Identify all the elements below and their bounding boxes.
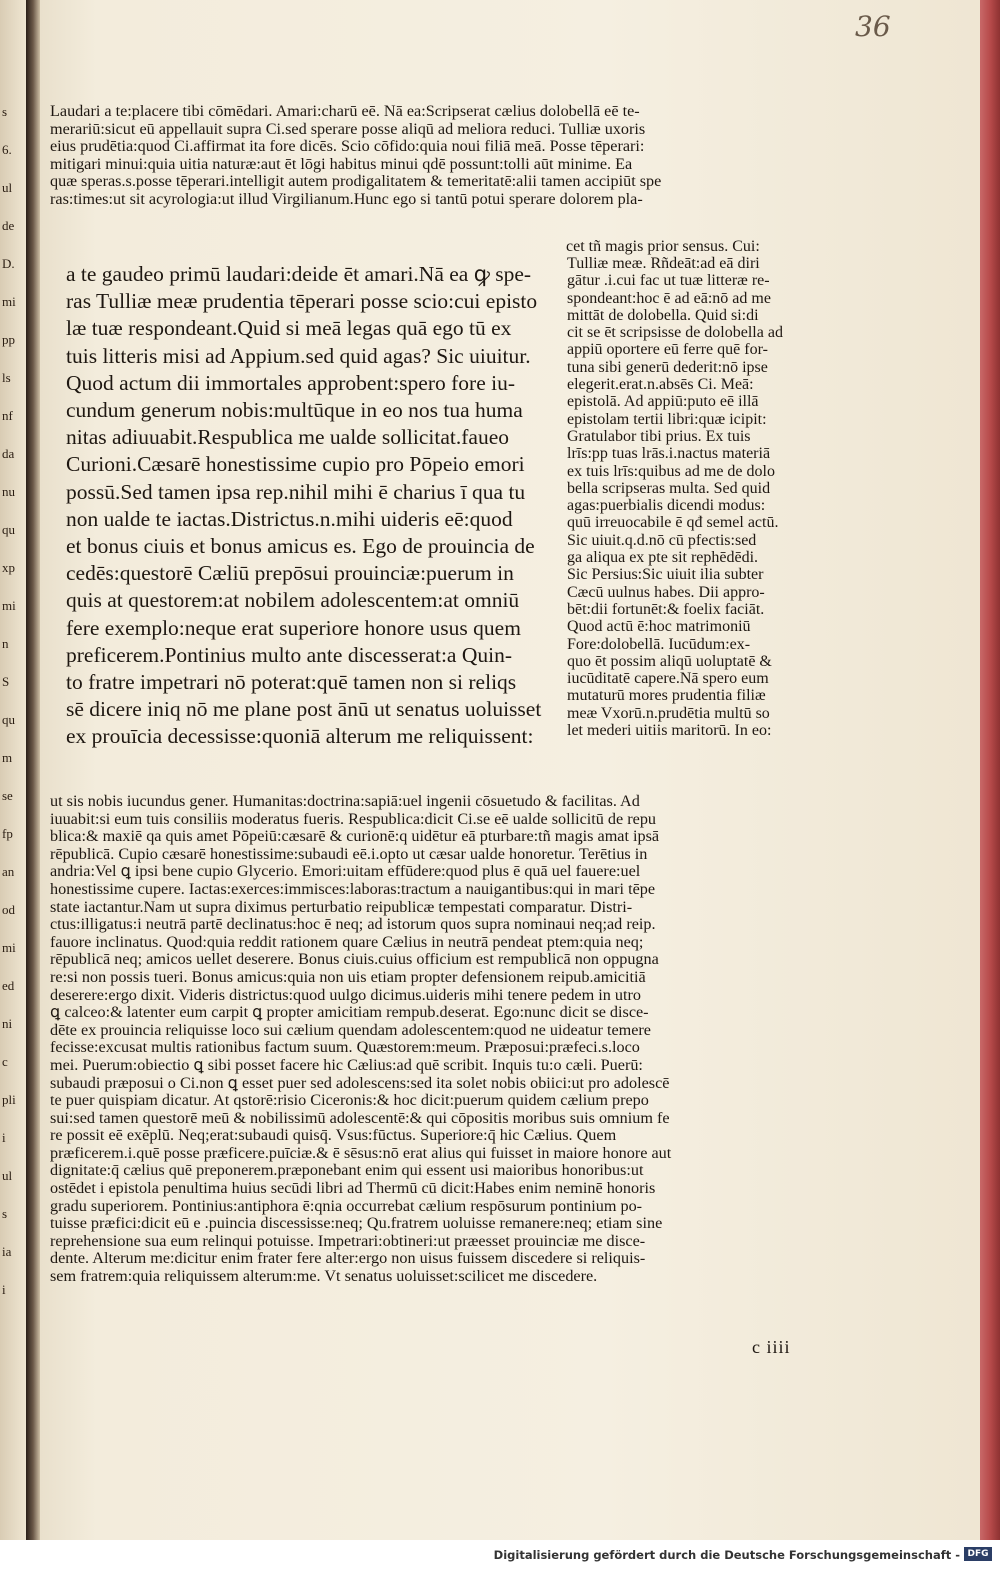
left-page-fragment: m [2,750,13,765]
text-line: re:si non possis tueri. Bonus amicus:quia non uis etiam propter defensionem reipub.amicitiā [50,967,646,986]
text-line: mitigari minui:quia uitia naturæ:aut ēt lōgi habitus minui qdē possunt:tolli aūt minime. Ea [50,154,633,173]
text-line: ex tuis lrīs:quibus ad me de dolo [567,462,775,480]
dfg-logo: DFG [964,1547,992,1561]
main-text [66,261,552,751]
folio-number: 36 [855,10,891,43]
left-page-fragment: 6. [2,142,12,157]
left-page-fragment: qu [2,712,15,727]
text-line: tuna sibi generū dederit:nō ipse [567,358,768,376]
footer-bar [0,1540,1000,1572]
left-page-fragment: nu [2,484,15,499]
text-line: dēte ex prouincia reliquisse loco sui cælium quendam adolescentem:quod ne uideatur temere [50,1020,651,1039]
left-page-fragment: da [2,446,15,461]
text-line: læ tuæ respondeant.Quid si meā legas quā ego tū ex [66,316,512,341]
text-line: subaudi præposui o Ci.non ꝗ esset puer sed adolescens:sed ita solet nobis obiici:ut pro adolescē [50,1073,670,1092]
text-line: dignitate:q̄ cælius quē preponerem.præponebant enim qui essent usi maioribus honoribus:ut [50,1161,644,1180]
text-line: iuuabit:si eum tuis consiliis moderatus fueris. Respublica:dicit Ci.se eē ualde sollicitū de repu [50,809,657,828]
text-line: Curioni.Cæsarē honestissime cupio pro Pōpeio emori [66,452,525,477]
text-line: quū irreuocabile ē qđ semel actū. [567,514,779,532]
left-page-edge [0,0,26,1540]
text-line: eius prudētia:quod Ci.affirmat ita fore dicēs. Scio cōfido:quia noui filiā meā. Posse tēperari: [50,137,645,156]
side-commentary [567,255,842,739]
left-page-fragment: ni [2,1016,13,1031]
left-page-fragment: ia [2,1244,12,1259]
book-page [40,0,980,1540]
text-line: Sic Persius:Sic uiuit ilia subter [567,566,764,584]
text-line: spondeant:hoc ē ad eā:nō ad me [567,289,771,307]
text-line: Fore:dolobellā. Iucūdum:ex- [567,635,751,653]
left-page-fragment: c [2,1054,8,1069]
text-line: tuisse præfici:dicit eū e .puincia discessisse:neq; Qu.fratrem uoluisse remanere:neq; etiam sine [50,1214,663,1233]
text-line: meæ Vxorū.n.prudētia multū so [567,704,770,722]
text-line: reprehensione sua eum relinqui potuisse. Impetrari:obtineri:ut præesset prouinciæ me disce- [50,1231,646,1250]
text-line: cit se ēt scripsisse de dolobella ad [567,324,783,342]
text-line: ga aliqua ex pte sit rephēdēdi. [567,549,759,567]
text-line: ꝗ calceo:& latenter eum carpit ꝗ propter amicitiam rempub.deserat. Ego:nunc dicit se disce- [50,1003,649,1022]
page-fore-edge [980,0,1000,1540]
left-page-fragment: s [2,1206,8,1221]
left-page-fragment: pli [2,1092,16,1107]
left-page-fragment: n [2,636,9,651]
text-line: ex prouīcia decessisse:quoniā alterum me reliquissent: [66,724,534,749]
left-page-fragment: i [2,1130,6,1145]
left-page-fragment: ul [2,1168,13,1183]
text-line: agas:puerbialis dicendi modus: [567,497,766,515]
text-line: deserere:ergo dixit. Videris districtus:quod uulgo dicimus.uideris mihi tenere pedem in utro [50,985,641,1004]
left-page-fragment: D. [2,256,15,271]
text-line: re possit eē exēplū. Neq;erat:subaudi quisq̄. Vsus:fūctus. Superiore:q̄ hic Cælius. Quem [50,1126,617,1145]
left-page-fragment: od [2,902,15,917]
text-line: quæ speras.s.posse tēperari.intelligit autem prodigalitatem & temeritatē:alii tamen accipiūt spe [50,172,662,191]
text-line: Quod actum dii immortales approbent:spero fore iu- [66,370,515,395]
text-line: gradu superiorem. Pontinius:antiphora ē:qnia occurrebat cælium respōsurum pontinium po- [50,1196,643,1215]
text-line: te puer quispiam dicatur. At qstorē:risio Ciceronis:& hoc dicit:puerum quidem cælium prepo [50,1091,649,1110]
text-line: appiū oportere eū ferre quē for- [567,341,768,359]
text-line: a te gaudeo primū laudari:deide ēt amari.Nā ea ꝙ spe- [66,262,532,286]
text-line: state iactantur.Nam ut supra diximus perturbatio reipublicæ tempestati comparatur. Distri- [50,897,633,916]
text-line: honestissime cupere. Iactas:exerces:immisces:laboras:tractum a nauigantibus:qui in mari tēpe [50,879,656,898]
text-line: dente. Alterum me:dicitur enim frater fere alter:ergo non uisus fuissem discedere si reliquis- [50,1249,646,1268]
left-page-fragment: nf [2,408,13,423]
text-line: let mederi uitiis maritorū. In eo: [567,722,772,740]
text-line: præficerem.i.quē posse præficere.puīciæ.& ē sēsus:nō erat alius qui fuisset in maiore honore aut [50,1143,672,1162]
text-line: preficerem.Pontinius multo ante discesserat:a Quin- [66,642,512,667]
bottom-commentary [50,793,860,1286]
text-line: Laudari a te:placere tibi cōmēdari. Amari:charū eē. Nā ea:Scripserat cælius dolobellā eē te- [50,103,640,120]
text-line: quo ēt possim aliqū uoluptatē & [567,652,772,670]
text-line: Tulliæ meæ. Rñdeāt:ad eā diri [567,255,760,272]
text-line: epistolā. Ad appiū:puto eē illā [567,393,759,411]
text-line: iucūditatē capere.Nā spero eum [567,670,769,688]
text-line: Cæcū uulnus habes. Dii appro- [567,583,765,601]
text-line: Sic uiuit.q.d.nō cū pfectis:sed [567,531,757,549]
text-line: gātur .i.cui fac ut tuæ litteræ re- [567,272,770,290]
text-line: merariū:sicut eū appellauit supra Ci.sed sperare posse aliqū ad meliora reduci. Tulliæ uxoris [50,119,646,138]
left-page-fragment: ed [2,978,15,993]
text-line: blica:& maxiē qa quis amet Pōpeiū:cæsarē & curionē:q uidētur eā pturbare:tñ magis amat ipsā [50,827,660,846]
left-page-fragment: fp [2,826,13,841]
book-gutter [26,0,40,1540]
text-line: ras:times:ut sit acyrologia:ut illud Virgilianum.Hunc ego si tantū potui sperare dolorem pla- [50,189,643,208]
text-line: mei. Puerum:obiectio ꝗ sibi posset facere hic Cælius:ad quē scribit. Inquis tu:o cæli. Puerū: [50,1055,643,1074]
text-line: quis at questorem:at nobilem adolescentem:at omniū [66,588,520,613]
text-line: mutaturū mores prudentia filiæ [567,687,766,705]
left-page-fragment: se [2,788,13,803]
text-line: fauore inclinatus. Quod:quia reddit rationem quare Cælius in neutrā pendeat ptem:quia neq; [50,932,644,951]
text-line: elegerit.erat.n.absēs Ci. Meā: [567,376,754,394]
left-page-fragment: ls [2,370,11,385]
text-line: Quod actū ē:hoc matrimoniū [567,618,751,636]
text-line: et bonus ciuis et bonus amicus es. Ego de prouincia de [66,534,535,559]
text-line: nitas adiuuabit.Respublica me ualde sollicitat.faueo [66,425,510,450]
text-line: sui:sed tamen questorē meū & nobilissimū adolescentē:& qui cōpositis moribus suis omnium fe [50,1108,670,1127]
left-page-fragment: s [2,104,8,119]
text-line: sē dicere iniq nō me plane post ānū ut senatus uoluisset [66,697,542,722]
text-line: andria:Vel ꝗ ipsi bene cupio Glycerio. Emori:uitam effūdere:quod plus ē quā uel fauere:uel [50,862,641,881]
text-line: mittāt de dolobella. Quid si:di [567,306,759,324]
text-line: cedēs:questorē Cæliū prepōsui prouinciæ:puerum in [66,561,514,586]
text-line: sem fratrem:quia reliquissem alterum:me. Vt senatus uoluisset:scilicet me discedere. [50,1267,598,1286]
left-page-fragment: S [2,674,10,689]
left-page-fragment: pp [2,332,15,347]
text-line: epistolam tertii libri:quæ icipit: [567,410,767,428]
text-line: fere exemplo:neque erat superiore honore usus quem [66,615,521,640]
left-page-fragment: i [2,1282,6,1297]
signature-mark: c iiii [752,1337,791,1357]
left-page-fragment: mi [2,940,16,955]
text-line: ut sis nobis iucundus gener. Humanitas:doctrina:sapiā:uel ingenii cōsuetudo & facilitas. Ad [50,793,640,810]
left-page-fragment: an [2,864,15,879]
text-line: rēpublicā. Cupio cæsarē honestissime:subaudi eē.i.opto ut cæsar ualde honoretur. Terētius in [50,844,648,863]
footer-credit: Digitalisierung gefördert durch die Deutsche Forschungsgemeinschaft - [493,1548,960,1562]
side-commentary-continuation: cet tñ magis prior sensus. Cui: [566,238,760,255]
text-line: bēt:dii fortunēt:& foelix faciāt. [567,600,765,618]
text-line: ostēdet i epistola penultima huius secūdi libri ad Thermū cū dicit:Habes enim neminē honoris [50,1179,656,1198]
top-commentary [50,103,850,209]
left-page-fragment: qu [2,522,15,537]
text-line: rēpublicā neq; amicos uellet deserere. Bonus ciuis.cuius officium est rempublicā non oppugna [50,950,659,969]
left-page-fragment: de [2,218,15,233]
text-line: possū.Sed tamen ipsa rep.nihil mihi ē charius ī qua tu [66,479,526,504]
text-line: non ualde te iactas.Districtus.n.mihi uideris eē:quod [66,506,513,531]
text-line: bella scripseras multa. Sed quid [567,479,771,497]
text-line: ras Tulliæ meæ prudentia tēperari posse scio:cui episto [66,289,538,314]
text-line: cundum generum nobis:multūque in eo nos tua huma [66,398,523,423]
left-page-fragment: ul [2,180,13,195]
text-line: lrīs:pp tuas lrās.i.nactus materiā [567,445,771,463]
left-page-fragment: mi [2,598,16,613]
left-page-fragment: mi [2,294,16,309]
text-line: to fratre impetrari nō poterat:quē tamen non si reliqs [66,670,517,695]
text-line: tuis litteris misi ad Appium.sed quid agas? Sic uiuitur. [66,343,531,368]
text-line: Gratulabor tibi prius. Ex tuis [567,427,751,445]
text-line: ctus:illigatus:i neutrā partē declinatus:hoc ē neq; ad istorum quos supra nominaui neq;ad reip. [50,915,656,934]
text-line: fecisse:excusat multis rationibus factum suum. Quæstorem:meum. Præposui:præfeci.s.loco [50,1038,640,1057]
left-page-fragment: xp [2,560,15,575]
